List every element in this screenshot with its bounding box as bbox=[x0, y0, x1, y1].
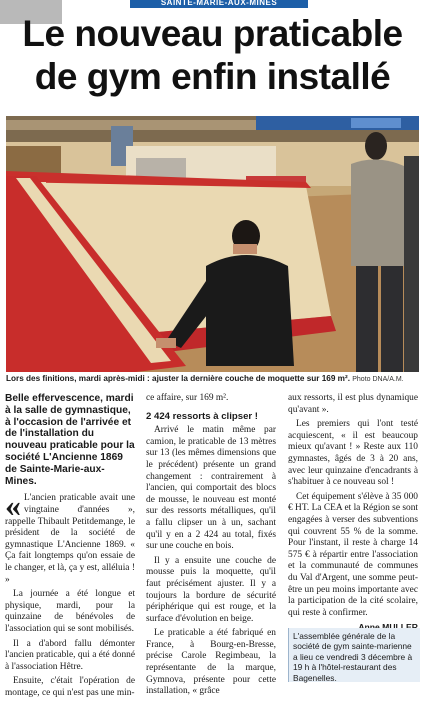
paragraph: Arrivé le matin même par camion, le praticable de 13 mètres sur 13 (les mêmes dimensions que le précédent) présente un grand changement : contrairement à l'ancien, qui comportait des blocs de mousse, le nouveau est monté sur des ressorts métalliques, qu'il a fallu clipser un à un, sachant qu'il y en a 2 424 au total, fixés sur une couche en bois. bbox=[146, 425, 276, 552]
caption-text: Lors des finitions, mardi après-midi : ajuster la dernière couche de moquette sur 169 m². bbox=[6, 374, 350, 383]
paragraph: Il a d'abord fallu démonter l'ancien praticable, qui a été donné à l'association Hêtre. bbox=[5, 638, 135, 672]
gym-photo-illustration bbox=[6, 116, 419, 372]
photo-credit: Photo DNA/A.M. bbox=[352, 376, 404, 383]
section-rubric: SAINTE-MARIE-AUX-MINES bbox=[130, 0, 308, 8]
article-lede: Belle effervescence, mardi à la salle de gymnastique, à l'occasion de l'arrivée et de l'installation du nouveau praticable pour la société L'Ancienne 1869 de Sainte-Marie-aux-Mines. bbox=[5, 393, 135, 487]
article-column-2 bbox=[146, 393, 276, 701]
paragraph: ce affaire, sur 169 m². bbox=[146, 393, 229, 403]
paragraph: Il y a ensuite une couche de mousse puis la moquette, qu'il faut précisément ajuster. Il y a toujours la bordure de sécurité périphérique qui est rouge, et la surface d'évolution en beige. bbox=[146, 555, 276, 624]
paragraph: Le praticable a été fabriqué en France, à Bourg-en-Bresse, précise Carole Regimbeau, la représentante de la marque, Gymnova, présente pour cette installation, « grâce bbox=[146, 628, 276, 697]
info-box: L'assemblée générale de la société de gym sainte-marienne a lieu ce vendredi 3 décembre à 19 h à l'hôtel-restaurant des Bagenelles. bbox=[288, 628, 420, 682]
headline bbox=[0, 12, 425, 98]
paragraph: Les premiers qui l'ont testé acquiescent, « il est beaucoup mieux qu'avant ! » Reste aux 110 gymnastes, âgés de 3 à 20 ans, avec leur quinzaine d'encadrants à s'habituer à ce nouveau sol ! bbox=[288, 419, 418, 488]
article-subhead: 2 424 ressorts à clipser ! bbox=[146, 410, 258, 422]
opening-quote-mark: « bbox=[5, 487, 21, 524]
paragraph: Cet équipement s'élève à 35 000 € HT. La CEA et la Région se sont engagées à verser des subventions qui couvrent 55 % de la somme. Pour l'instant, il reste à charge 14 575 € à répartir entre l'association et la communauté de communes du Val d'Argent, une somme peut-être un peu moins importante avec la participation de la cité scolaire, qui reste à confirmer. bbox=[288, 491, 418, 618]
paragraph: La journée a été longue et physique, mardi, pour la quinzaine de bénévoles de l'association qui se sont mobilisés. bbox=[5, 589, 135, 634]
paragraph: Ensuite, c'était l'opération de montage, ce qui n'est pas une min- bbox=[5, 676, 135, 698]
paragraph: aux ressorts, il est plus dynamique qu'avant ». bbox=[288, 393, 418, 415]
headline-line-1: Le nouveau praticable bbox=[22, 13, 403, 54]
photo-caption bbox=[6, 374, 419, 385]
headline-line-2: de gym enfin installé bbox=[34, 56, 391, 97]
article-column-1 bbox=[5, 393, 135, 702]
article-photo bbox=[6, 116, 419, 372]
article-column-3 bbox=[288, 393, 418, 634]
paragraph: « L'ancien praticable avait une vingtaine d'années », rappelle Thibault Petitdemange, le président de la société de gymnastique L'Ancienne 1869. « Ça fait longtemps qu'on essaie de le changer, et là, ça y est, alléluia ! » bbox=[5, 487, 135, 585]
